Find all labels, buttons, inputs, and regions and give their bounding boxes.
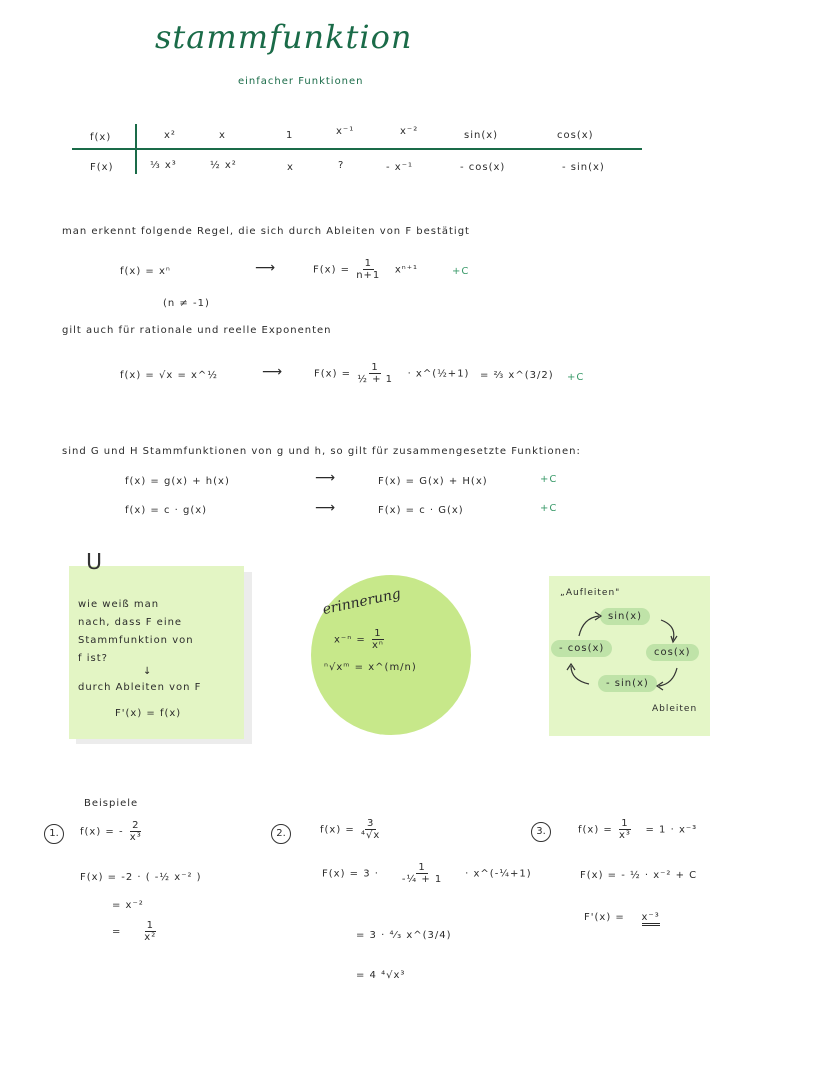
table-row-label-f: f(x) [90, 132, 112, 143]
ex2-F2: = 3 · ⁴⁄₃ x^(3/4) [356, 930, 452, 941]
ex1-F1: F(x) = -2 · ( -½ x⁻² ) [80, 872, 202, 883]
rule-lhs: f(x) = xⁿ [120, 266, 171, 277]
table-cell: - sin(x) [562, 162, 605, 173]
table-cell: 1 [286, 130, 294, 141]
page-subtitle: einfacher Funktionen [238, 76, 364, 87]
table-cell: x⁻² [400, 126, 419, 137]
table-cell: x⁻¹ [336, 126, 355, 137]
arrow-right-icon: ⟶ [315, 500, 336, 516]
plus-c: +C [567, 372, 585, 383]
rational-result: = ⅔ x^(3/2) [480, 370, 554, 381]
note-answer: durch Ableiten von F [78, 682, 202, 693]
ex2-f: f(x) = $\frac{3}{\text{⁴√x}}$ [320, 818, 381, 841]
table-cell: ⅓ x³ [150, 160, 177, 171]
examples-heading: Beispiele [84, 798, 139, 809]
ex1-f: f(x) = - $\frac{2}{\text{x³}}$ [80, 820, 142, 843]
down-arrow-icon: ↓ [143, 666, 153, 677]
table-cell: x² [164, 130, 176, 141]
ex2-F1: F(x) = 3 · $\frac{1}{\text{-¼ + 1}}$ · x^(-¼+1) [322, 862, 532, 885]
table-divider-vertical [135, 124, 137, 174]
sum-intro: sind G und H Stammfunktionen von g und h, so gilt für zusammengesetzte Funktionen: [62, 446, 581, 457]
note-formula: F'(x) = f(x) [115, 708, 182, 719]
cycle-item-sin: sin(x) [600, 608, 650, 625]
reminder-heading: erinnerung [321, 585, 403, 619]
ex3-f: f(x) = $\frac{1}{\text{x³}}$ = 1 · x⁻³ [578, 818, 698, 841]
page-title: stammfunktion [155, 18, 413, 56]
example-number-3: 3. [531, 822, 551, 842]
table-cell: ? [338, 160, 345, 171]
cycle-item-cos: cos(x) [646, 644, 699, 661]
paperclip-icon: ᑌ [86, 550, 103, 575]
cycle-bottom-label: Ableiten [652, 704, 698, 714]
table-cell: sin(x) [464, 130, 499, 141]
ex3-F: F(x) = - ½ · x⁻² + C [580, 870, 698, 881]
reminder-line2: ⁿ√xᵐ = x^(m/n) [324, 662, 417, 673]
example-number-1: 1. [44, 824, 64, 844]
table-row-label-F: F(x) [90, 162, 114, 173]
table-cell: x [219, 130, 226, 141]
cycle-top-label: „Aufleiten" [560, 588, 621, 598]
arrow-right-icon: ⟶ [255, 260, 276, 276]
table-cell: - x⁻¹ [386, 162, 413, 173]
plus-c: +C [540, 503, 558, 514]
rule-intro: man erkennt folgende Regel, die sich durch Ableiten von F bestätigt [62, 226, 470, 237]
reminder-line1: x⁻ⁿ = $\frac{1}{\text{xⁿ}}$ [334, 628, 384, 651]
arrow-right-icon: ⟶ [315, 470, 336, 486]
table-divider-horizontal [72, 148, 642, 150]
rule-rhs: F(x) = $\frac{1}{n+1}$ xⁿ⁺¹ [313, 258, 419, 281]
sum-line2-lhs: f(x) = c · g(x) [125, 505, 208, 516]
sum-line1-lhs: f(x) = g(x) + h(x) [125, 476, 230, 487]
example-number-2: 2. [271, 824, 291, 844]
plus-c: +C [452, 266, 470, 277]
rule-condition: (n ≠ -1) [163, 298, 210, 309]
ex2-F3: = 4 ⁴√x³ [356, 970, 406, 981]
rational-intro: gilt auch für rationale und reelle Exponenten [62, 325, 332, 336]
cycle-item-neg-cos: - cos(x) [551, 640, 612, 657]
ex1-F2: = x⁻² [112, 900, 144, 911]
table-cell: x [287, 162, 294, 173]
table-cell: cos(x) [557, 130, 594, 141]
ex1-F3: = $\frac{1}{\text{x²}}$ [112, 920, 157, 943]
note-question: wie weiß man nach, dass F eine Stammfunktion von f ist? [78, 599, 194, 664]
cycle-item-neg-sin: - sin(x) [598, 675, 657, 692]
rational-rhs: F(x) = $\frac{1}{\text{½ + 1}}$ · x^(½+1) [314, 362, 470, 385]
arrow-right-icon: ⟶ [262, 364, 283, 380]
table-cell: ½ x² [210, 160, 237, 171]
ex3-Fp: F'(x) = x⁻³ [584, 912, 660, 923]
rational-lhs: f(x) = √x = x^½ [120, 370, 218, 381]
table-cell: - cos(x) [460, 162, 506, 173]
plus-c: +C [540, 474, 558, 485]
sum-line1-rhs: F(x) = G(x) + H(x) [378, 476, 488, 487]
sum-line2-rhs: F(x) = c · G(x) [378, 505, 464, 516]
